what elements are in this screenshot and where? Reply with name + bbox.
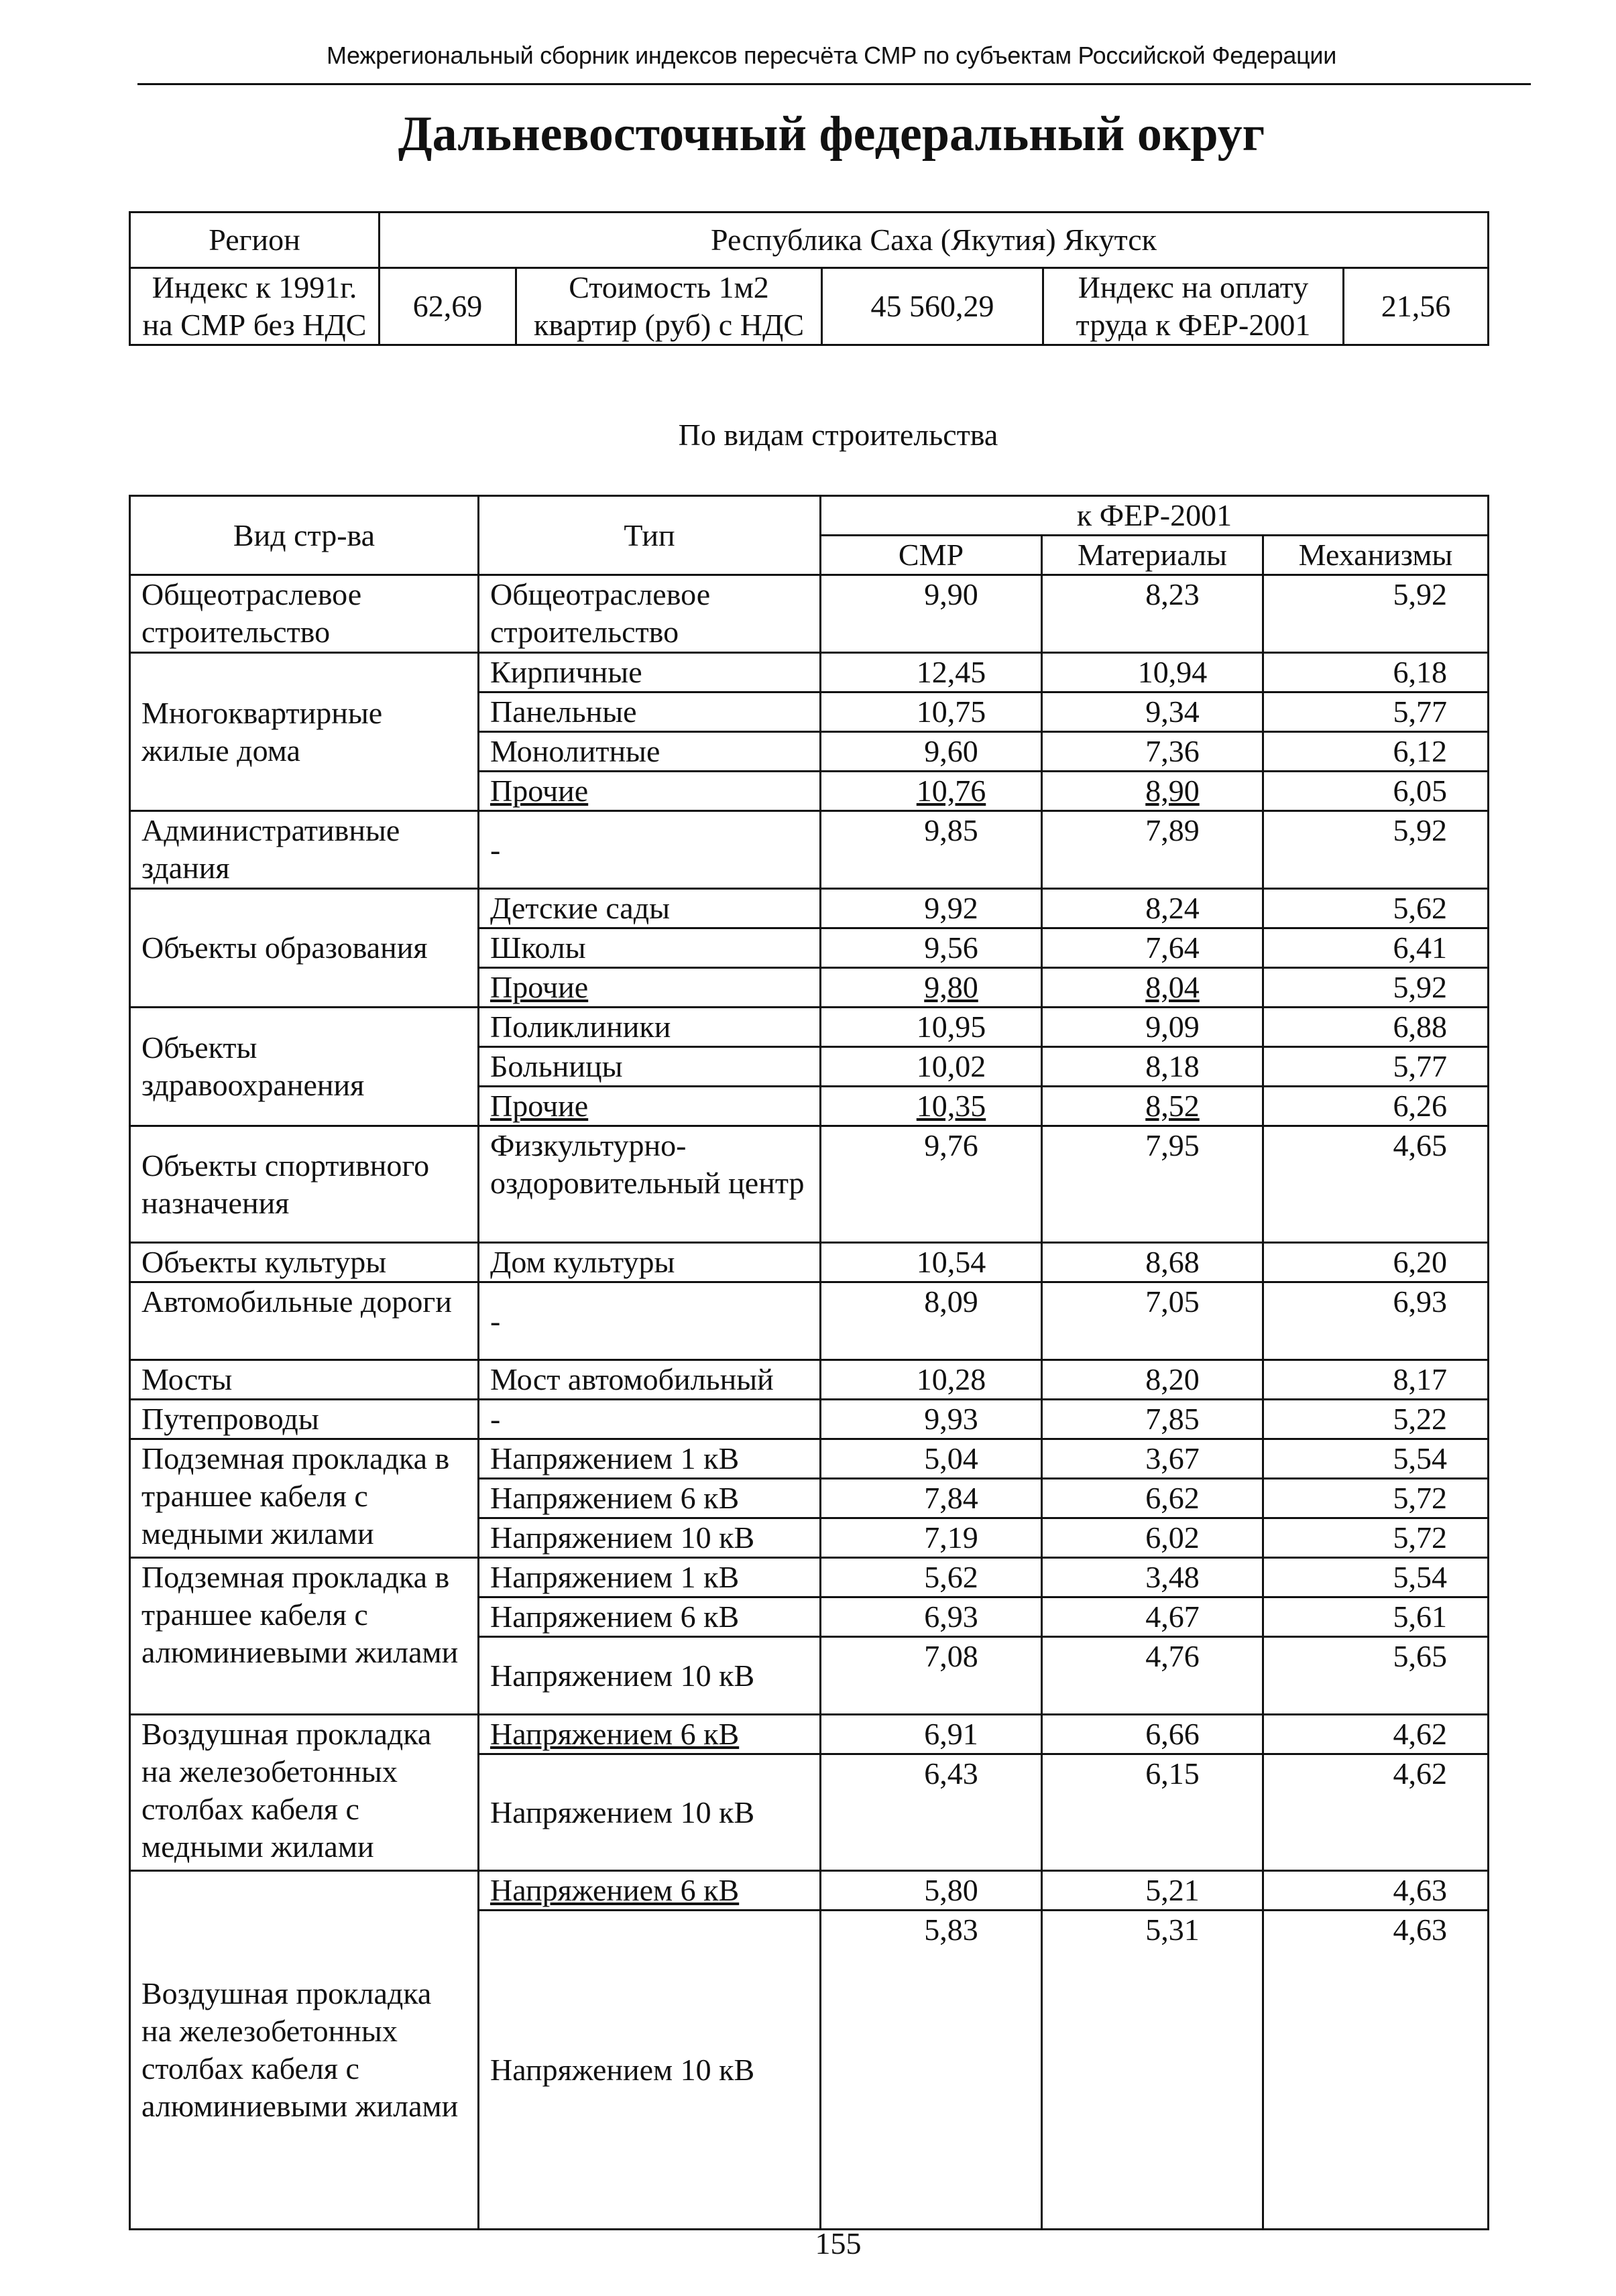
row-materials: 6,02 [1042,1518,1263,1558]
row-type: Напряжением 6 кВ [479,1597,821,1637]
row-materials: 5,31 [1042,1911,1263,2230]
row-smr: 6,93 [821,1597,1042,1637]
row-smr: 12,45 [821,653,1042,692]
row-type: Поликлиники [479,1008,821,1047]
row-type: Кирпичные [479,653,821,692]
row-materials: 8,23 [1042,575,1263,653]
row-type: Напряжением 10 кВ [479,1911,821,2230]
table-row [130,1558,1489,1597]
row-type: Монолитные [479,732,821,772]
page-number: 155 [815,2226,862,2260]
collection-title: Межрегиональный сборник индексов пересчёта СМР по субъектам Российской Федерации [326,42,1337,69]
row-materials: 7,85 [1042,1400,1263,1439]
row-materials: 7,95 [1042,1126,1263,1243]
row-kind: Объекты здравоохранения [130,1008,479,1126]
page-heading: Дальневосточный федеральный округ [398,107,1265,162]
row-type: - [479,811,821,889]
row-machines: 5,72 [1263,1518,1489,1558]
flat-cost-value: 45 560,29 [822,268,1043,345]
row-smr: 7,19 [821,1518,1042,1558]
row-type: Прочие [479,1087,821,1126]
row-type: Напряжением 6 кВ [479,1715,821,1754]
row-materials: 7,36 [1042,732,1263,772]
row-machines: 4,63 [1263,1871,1489,1911]
row-machines: 4,62 [1263,1715,1489,1754]
section-subtitle: По видам строительства [678,418,998,452]
header-fer-2001: к ФЕР-2001 [821,496,1489,536]
index-1991-label: Индекс к 1991г. на СМР без НДС [130,268,380,345]
row-type: Мост автомобильный [479,1360,821,1400]
row-smr: 10,95 [821,1008,1042,1047]
row-materials: 8,24 [1042,889,1263,928]
table-row [130,653,1489,692]
row-type: Напряжением 1 кВ [479,1558,821,1597]
row-materials: 10,94 [1042,653,1263,692]
row-smr: 10,28 [821,1360,1042,1400]
row-machines: 4,65 [1263,1126,1489,1243]
row-smr: 10,75 [821,692,1042,732]
wage-index-value: 21,56 [1344,268,1489,345]
row-type: Панельные [479,692,821,732]
header-machines: Механизмы [1263,536,1489,575]
row-materials: 4,67 [1042,1597,1263,1637]
table-row [130,1439,1489,1479]
row-kind: Административные здания [130,811,479,889]
row-smr: 9,85 [821,811,1042,889]
row-smr: 9,60 [821,732,1042,772]
header-divider [137,83,1531,85]
row-machines: 5,65 [1263,1637,1489,1715]
row-materials: 8,68 [1042,1243,1263,1282]
row-machines: 5,54 [1263,1558,1489,1597]
row-smr: 10,76 [821,772,1042,811]
row-smr: 6,91 [821,1715,1042,1754]
region-label: Регион [130,213,380,268]
row-smr: 9,56 [821,928,1042,968]
row-materials: 8,90 [1042,772,1263,811]
row-materials: 8,18 [1042,1047,1263,1087]
row-materials: 5,21 [1042,1871,1263,1911]
row-machines: 6,88 [1263,1008,1489,1047]
row-materials: 7,05 [1042,1282,1263,1360]
row-materials: 8,52 [1042,1087,1263,1126]
row-smr: 8,09 [821,1282,1042,1360]
row-type: Напряжением 6 кВ [479,1479,821,1518]
row-smr: 9,92 [821,889,1042,928]
row-smr: 10,02 [821,1047,1042,1087]
row-type: Физкультурно-оздоровительный центр [479,1126,821,1243]
row-kind: Общеотраслевое строительство [130,575,479,653]
row-smr: 9,76 [821,1126,1042,1243]
wage-index-label: Индекс на оплату труда к ФЕР-2001 [1043,268,1344,345]
header-materials: Материалы [1042,536,1263,575]
table-row [130,811,1489,889]
region-value: Республика Саха (Якутия) Якутск [380,213,1489,268]
table-row [130,1243,1489,1282]
row-smr: 9,80 [821,968,1042,1008]
row-machines: 5,62 [1263,889,1489,928]
row-machines: 5,92 [1263,575,1489,653]
row-machines: 4,63 [1263,1911,1489,2230]
table-row [130,1282,1489,1360]
row-machines: 5,77 [1263,692,1489,732]
row-machines: 8,17 [1263,1360,1489,1400]
row-materials: 3,67 [1042,1439,1263,1479]
row-smr: 5,80 [821,1871,1042,1911]
header-kind: Вид стр-ва [130,496,479,575]
table-row [130,1715,1489,1754]
row-machines: 5,22 [1263,1400,1489,1439]
row-type: Больницы [479,1047,821,1087]
row-machines: 6,18 [1263,653,1489,692]
row-materials: 3,48 [1042,1558,1263,1597]
row-machines: 5,92 [1263,968,1489,1008]
row-kind: Автомобильные дороги [130,1282,479,1360]
row-smr: 5,04 [821,1439,1042,1479]
row-type: Школы [479,928,821,968]
flat-cost-label: Стоимость 1м2 квартир (руб) с НДС [516,268,822,345]
row-kind: Подземная прокладка в траншее кабеля с медными жилами [130,1439,479,1558]
table-row [130,1126,1489,1243]
row-machines: 6,12 [1263,732,1489,772]
header-type: Тип [479,496,821,575]
row-kind: Объекты образования [130,889,479,1008]
row-materials: 6,62 [1042,1479,1263,1518]
row-machines: 6,41 [1263,928,1489,968]
row-type: Общеотраслевое строительство [479,575,821,653]
table-row [130,1008,1489,1047]
row-kind: Воздушная прокладка на железобетонных столбах кабеля с алюминиевыми жилами [130,1871,479,2230]
table-row [130,889,1489,928]
row-smr: 5,83 [821,1911,1042,2230]
table-row [130,1871,1489,1911]
row-smr: 9,93 [821,1400,1042,1439]
header-smr: СМР [821,536,1042,575]
row-materials: 6,15 [1042,1754,1263,1871]
row-type: Прочие [479,968,821,1008]
row-machines: 6,20 [1263,1243,1489,1282]
row-machines: 6,26 [1263,1087,1489,1126]
row-kind: Путепроводы [130,1400,479,1439]
row-materials: 7,89 [1042,811,1263,889]
row-machines: 4,62 [1263,1754,1489,1871]
row-machines: 6,93 [1263,1282,1489,1360]
row-kind: Многоквартирные жилые дома [130,653,479,811]
row-type: Напряжением 10 кВ [479,1754,821,1871]
row-type: Напряжением 6 кВ [479,1871,821,1911]
row-machines: 5,54 [1263,1439,1489,1479]
row-type: Напряжением 10 кВ [479,1637,821,1715]
row-smr: 10,54 [821,1243,1042,1282]
row-smr: 10,35 [821,1087,1042,1126]
row-smr: 6,43 [821,1754,1042,1871]
row-type: Прочие [479,772,821,811]
row-type: Детские сады [479,889,821,928]
index-1991-value: 62,69 [380,268,516,345]
row-kind: Объекты культуры [130,1243,479,1282]
row-smr: 9,90 [821,575,1042,653]
row-kind: Мосты [130,1360,479,1400]
row-machines: 6,05 [1263,772,1489,811]
row-machines: 5,92 [1263,811,1489,889]
row-smr: 7,84 [821,1479,1042,1518]
row-materials: 8,04 [1042,968,1263,1008]
row-machines: 5,72 [1263,1479,1489,1518]
row-kind: Объекты спортивного назначения [130,1126,479,1243]
row-materials: 7,64 [1042,928,1263,968]
row-type: - [479,1282,821,1360]
row-kind: Воздушная прокладка на железобетонных столбах кабеля с медными жилами [130,1715,479,1871]
row-type: Напряжением 1 кВ [479,1439,821,1479]
row-kind: Подземная прокладка в траншее кабеля с алюминиевыми жилами [130,1558,479,1715]
row-type: Дом культуры [479,1243,821,1282]
row-materials: 8,20 [1042,1360,1263,1400]
row-materials: 4,76 [1042,1637,1263,1715]
construction-index-table [129,495,1489,2230]
table-row [130,1360,1489,1400]
row-machines: 5,77 [1263,1047,1489,1087]
region-summary-table [129,211,1489,346]
row-type: - [479,1400,821,1439]
row-materials: 9,09 [1042,1008,1263,1047]
row-smr: 7,08 [821,1637,1042,1715]
row-materials: 6,66 [1042,1715,1263,1754]
row-machines: 5,61 [1263,1597,1489,1637]
row-smr: 5,62 [821,1558,1042,1597]
table-row [130,1400,1489,1439]
row-type: Напряжением 10 кВ [479,1518,821,1558]
row-materials: 9,34 [1042,692,1263,732]
table-row [130,575,1489,653]
